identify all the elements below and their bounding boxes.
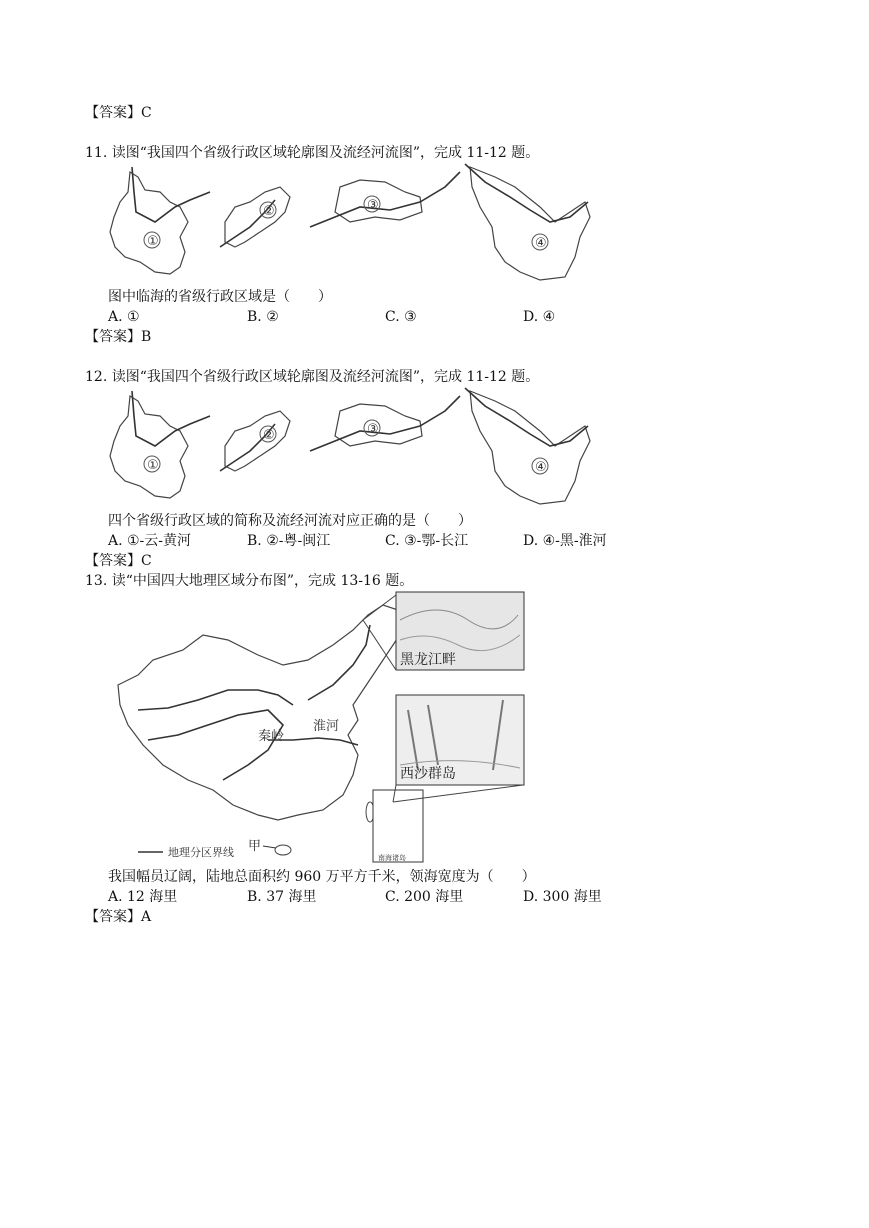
province-1-label: ①: [147, 458, 159, 473]
region-boundary-northeast: [308, 625, 370, 700]
q11-option-c: C. ③: [385, 309, 417, 325]
legend-label: 地理分区界线: [168, 846, 234, 859]
label-qinling: 秦岭: [258, 729, 285, 744]
q13-option-a: A. 12 海里: [108, 889, 178, 905]
province-3-outline: [310, 396, 460, 451]
province-1-label: ①: [147, 234, 159, 249]
province-2-label: ②: [263, 204, 275, 219]
q11-option-a: A. ①: [108, 309, 140, 325]
province-2-outline: [220, 187, 290, 247]
question-11-sub: 图中临海的省级行政区域是（ ）: [108, 289, 332, 305]
q12-option-b: B. ②-粤-闽江: [247, 533, 331, 549]
q12-option-a: A. ①-云-黄河: [108, 533, 192, 549]
question-13-sub: 我国幅员辽阔，陆地总面积约 960 万平方千米，领海宽度为（ ）: [108, 869, 536, 885]
q11-option-b: B. ②: [247, 309, 279, 325]
province-3-label: ③: [367, 422, 379, 437]
hainan-island: [275, 845, 291, 855]
province-1-outline: [110, 167, 210, 274]
china-outline: [118, 605, 403, 820]
label-jia: 甲: [248, 839, 262, 854]
province-4-outline: [465, 164, 590, 280]
region-boundary-northwest: [138, 690, 293, 710]
province-2-label: ②: [263, 428, 275, 443]
province-1-outline: [110, 391, 210, 498]
province-2-outline: [220, 411, 290, 471]
province-outline-figure-q12: [100, 386, 600, 511]
south-china-sea-inset: [373, 790, 423, 862]
answer-13: 【答案】A: [85, 909, 152, 925]
q12-option-d: D. ④-黑-淮河: [523, 533, 607, 549]
photo-heilongjiang-label: 黑龙江畔: [400, 652, 456, 668]
question-12-sub: 四个省级行政区域的简称及流经河流对应正确的是（ ）: [108, 513, 472, 529]
answer-11: 【答案】B: [85, 329, 152, 345]
photo-xisha-label: 西沙群岛: [400, 766, 456, 782]
province-4-label: ④: [535, 236, 547, 251]
province-outline-figure-q11: [100, 162, 600, 287]
question-12-stem: 12. 读图“我国四个省级行政区域轮廓图及流经河流图”，完成 11-12 题。: [85, 369, 540, 385]
q13-option-b: B. 37 海里: [247, 889, 317, 905]
province-4-outline: [465, 388, 590, 504]
q12-option-c: C. ③-鄂-长江: [385, 533, 469, 549]
china-regions-map-figure: [108, 590, 538, 865]
label-huaihe: 淮河: [313, 719, 340, 734]
province-3-outline: [310, 172, 460, 227]
province-3-label: ③: [367, 198, 379, 213]
province-4-label: ④: [535, 460, 547, 475]
q11-option-d: D. ④: [523, 309, 556, 325]
answer-12: 【答案】C: [85, 553, 152, 569]
q13-option-c: C. 200 海里: [385, 889, 464, 905]
question-11-stem: 11. 读图“我国四个省级行政区域轮廓图及流经河流图”，完成 11-12 题。: [85, 145, 540, 161]
inset-label: 南海诸岛: [378, 854, 406, 862]
question-13-stem: 13. 读“中国四大地理区域分布图”，完成 13-16 题。: [85, 573, 414, 589]
region-boundary-qinghai-tibet: [148, 710, 283, 780]
q13-option-d: D. 300 海里: [523, 889, 602, 905]
answer-10: 【答案】C: [85, 105, 152, 121]
